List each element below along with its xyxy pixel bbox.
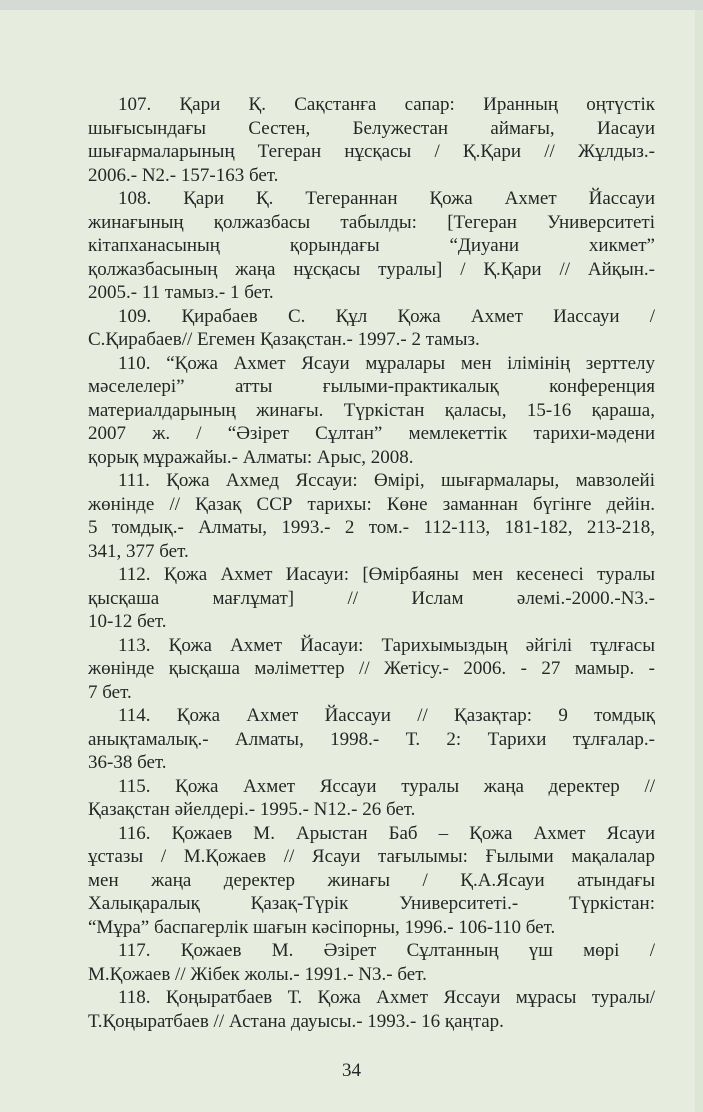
entry-line: қорық мұражайы.- Алматы: Арыс, 2008.	[88, 446, 414, 468]
entry-line: 114. Қожа Ахмет Йассауи // Қазақтар: 9 томдық	[118, 705, 655, 726]
bibliography-page	[88, 93, 655, 1033]
entry-line: 109. Қирабаев С. Құл Қожа Ахмет Иассауи /	[118, 305, 655, 327]
entry-line: анықтамалық.- Алматы, 1998.- Т. 2: Тарихи тұлғалар.-	[88, 728, 655, 750]
entry-line: 36-38 бет.	[88, 752, 167, 773]
entry-line: жөнінде қысқаша мәліметтер // Жетісу.- 2006. - 27 мамыр. -	[88, 658, 655, 679]
entry-line: Т.Қоңыратбаев // Астана дауысы.- 1993.- 16 қаңтар.	[88, 1010, 504, 1032]
entry-line: 116. Қожаев М. Арыстан Баб – Қожа Ахмет Ясауи	[118, 822, 655, 844]
entry-line: 7 бет.	[88, 681, 132, 703]
entry-line: “Мұра” баспагерлік шағын кәсіпорны, 1996.- 106-110 бет.	[88, 916, 556, 938]
entry-line: 111. Қожа Ахмед Яссауи: Өмірі, шығармалары, мавзолейі	[118, 470, 655, 491]
entry-line: ұстазы / М.Қожаев // Ясауи тағылымы: Ғылыми мақалалар	[88, 846, 655, 867]
entry-line: 110. “Қожа Ахмет Ясауи мұралары мен ілімінің зерттелу	[118, 352, 655, 374]
bibliography-entry	[88, 822, 655, 940]
entry-line: 107. Қари Қ. Сақстанға сапар: Иранның оңтүстік	[118, 94, 655, 115]
entry-line: 113. Қожа Ахмет Йасауи: Тарихымыздың әйгілі тұлғасы	[118, 634, 655, 656]
entry-line: мәселелері” атты ғылыми-практикалық конференция	[88, 376, 655, 397]
page-number: 34	[342, 1060, 361, 1081]
bibliography-entry	[88, 634, 655, 705]
entry-line: Қазақстан әйелдері.- 1995.- N12.- 26 бет.	[88, 799, 416, 820]
entry-line: 10-12 бет.	[88, 611, 167, 632]
entry-line: материалдарының жинағы. Түркістан қаласы, 15-16 қараша,	[88, 399, 655, 421]
bibliography-entry	[88, 352, 655, 470]
bibliography-entry	[88, 187, 655, 305]
entry-line: М.Қожаев // Жібек жолы.- 1991.- N3.- бет.	[88, 963, 427, 985]
entry-line: 115. Қожа Ахмет Яссауи туралы жаңа деректер //	[118, 775, 655, 797]
entry-line: жинағының қолжазбасы табылды: [Тегеран Университеті	[88, 211, 655, 233]
entry-line: 341, 377 бет.	[88, 540, 189, 562]
bibliography-entry	[88, 939, 655, 986]
bibliography-entry	[88, 305, 655, 352]
entry-line: 112. Қожа Ахмет Иасауи: [Өмірбаяны мен кесенесі туралы	[118, 564, 655, 585]
entry-line: мен жаңа деректер жинағы / Қ.А.Ясауи атындағы	[88, 869, 655, 891]
bibliography-entry	[88, 469, 655, 563]
entry-line: 108. Қари Қ. Тегераннан Қожа Ахмет Йассауи	[118, 188, 655, 209]
bibliography-entry	[88, 704, 655, 775]
entry-line: 2005.- 11 тамыз.- 1 бет.	[88, 282, 274, 303]
bibliography-entry	[88, 986, 655, 1033]
entry-line: шығысындағы Сестен, Белужестан аймағы, Иасауи	[88, 117, 655, 139]
bibliography-entry	[88, 93, 655, 187]
entry-line: 2006.- N2.- 157-163 бет.	[88, 164, 279, 186]
entry-line: кітапханасының қорындағы “Диуани хикмет”	[88, 235, 655, 256]
entry-line: 5 томдық.- Алматы, 1993.- 2 том.- 112-113, 181-182, 213-218,	[88, 517, 655, 538]
entry-line: қысқаша мағлұмат] // Ислам әлемі.-2000.-N3.-	[88, 587, 655, 609]
bibliography-entry	[88, 563, 655, 634]
entry-line: қолжазбасының жаңа нұсқасы туралы] / Қ.Қари // Айқын.-	[88, 258, 655, 280]
entry-line: 117. Қожаев М. Әзірет Сұлтанның үш мөрі /	[118, 940, 655, 961]
entry-line: жөнінде // Қазақ ССР тарихы: Көне заманнан бүгінге дейін.	[88, 493, 655, 515]
entry-line: Халықаралық Қазақ-Түрік Университеті.- Түркістан:	[88, 893, 655, 914]
entry-line: шығармаларының Тегеран нұсқасы / Қ.Қари // Жұлдыз.-	[88, 141, 655, 162]
entry-line: 2007 ж. / “Әзірет Сұлтан” мемлекеттік тарихи-мәдени	[88, 423, 655, 444]
entry-line: С.Қирабаев// Егемен Қазақстан.- 1997.- 2 тамыз.	[88, 329, 480, 350]
bibliography-entry	[88, 775, 655, 822]
scan-right-edge	[695, 10, 703, 1112]
scan-top-edge	[0, 0, 703, 10]
entry-line: 118. Қоңыратбаев Т. Қожа Ахмет Яссауи мұрасы туралы/	[118, 987, 655, 1008]
